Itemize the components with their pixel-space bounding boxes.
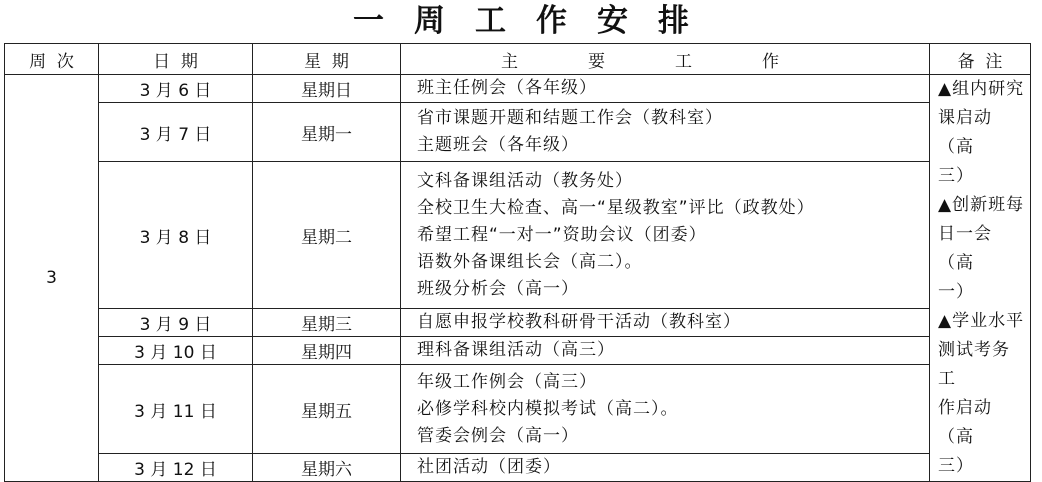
table-row: [5, 75, 1031, 103]
remarks-line: 课启动（高: [938, 108, 992, 157]
work-cell: [401, 365, 930, 454]
weekday-cell: 星期日: [253, 75, 401, 103]
remarks-line: 测试考务工: [938, 340, 1010, 389]
page-title: 一周工作安排: [353, 3, 719, 39]
work-item: 社团活动（团委）: [417, 457, 561, 477]
work-item: 年级工作例会（高三）: [417, 371, 597, 392]
work-cell: [401, 103, 930, 162]
remarks-cell: [930, 75, 1031, 482]
table-row: [5, 337, 1031, 365]
weekday-cell: 星期五: [253, 365, 401, 454]
table-row: [5, 162, 1031, 309]
header-main-work-char: 作: [762, 51, 779, 72]
table-row: [5, 365, 1031, 454]
table-header-row: [5, 44, 1031, 75]
work-cell: [401, 337, 930, 365]
date-cell: 3 月 12 日: [99, 454, 253, 482]
date-cell: 3 月 6 日: [99, 75, 253, 103]
date-cell: 3 月 7 日: [99, 103, 253, 162]
table-row: [5, 309, 1031, 337]
work-item: 自愿申报学校教科研骨干活动（教科室）: [417, 312, 741, 333]
work-item: 省市课题开题和结题工作会（教科室）: [417, 108, 723, 129]
work-item: 全校卫生大检查、高一“星级教室”评比（政教处）: [417, 197, 815, 218]
work-item: 必修学科校内模拟考试（高二）。: [417, 398, 679, 419]
header-main-work: [401, 44, 930, 75]
work-item: 班主任例会（各年级）: [417, 78, 597, 98]
remarks-line: 日一会（高: [938, 224, 992, 273]
table-row: [5, 454, 1031, 482]
work-item: 希望工程“一对一”资助会议（团委）: [417, 224, 707, 245]
remarks-line: ▲学业水平: [938, 311, 1025, 331]
weekday-cell: 星期六: [253, 454, 401, 482]
remarks-line: ▲组内研究: [938, 79, 1025, 99]
remarks-line: 三）: [938, 166, 974, 186]
remarks-line: 三）: [938, 456, 974, 476]
header-week: 周 次: [5, 44, 99, 75]
work-item: 管委会例会（高一）: [417, 425, 579, 446]
work-cell: [401, 309, 930, 337]
date-cell: 3 月 8 日: [99, 162, 253, 309]
table-row: [5, 103, 1031, 162]
remarks-line: ▲创新班每: [938, 195, 1025, 215]
work-item: 班级分析会（高一）: [417, 278, 579, 299]
schedule-table: [4, 43, 1031, 482]
remarks-line: 作启动（高: [938, 398, 992, 447]
weekday-cell: 星期四: [253, 337, 401, 365]
header-main-work-char: 要: [588, 51, 605, 72]
date-cell: 3 月 9 日: [99, 309, 253, 337]
work-cell: [401, 162, 930, 309]
weekday-cell: 星期一: [253, 103, 401, 162]
remarks-line: 一）: [938, 282, 974, 302]
work-item: 文科备课组活动（教务处）: [417, 170, 633, 191]
header-date: 日 期: [99, 44, 253, 75]
work-cell: [401, 454, 930, 482]
week-number-cell: 3: [5, 75, 99, 482]
work-item: 理科备课组活动（高三）: [417, 340, 615, 361]
work-item: 主题班会（各年级）: [417, 135, 579, 156]
header-weekday: 星 期: [253, 44, 401, 75]
header-remarks: 备 注: [930, 44, 1031, 75]
weekday-cell: 星期二: [253, 162, 401, 309]
header-main-work-char: 主: [501, 51, 518, 72]
work-item: 语数外备课组长会（高二）。: [417, 251, 643, 272]
date-cell: 3 月 10 日: [99, 337, 253, 365]
header-main-work-char: 工: [675, 51, 692, 72]
date-cell: 3 月 11 日: [99, 365, 253, 454]
weekday-cell: 星期三: [253, 309, 401, 337]
work-cell: [401, 75, 930, 103]
